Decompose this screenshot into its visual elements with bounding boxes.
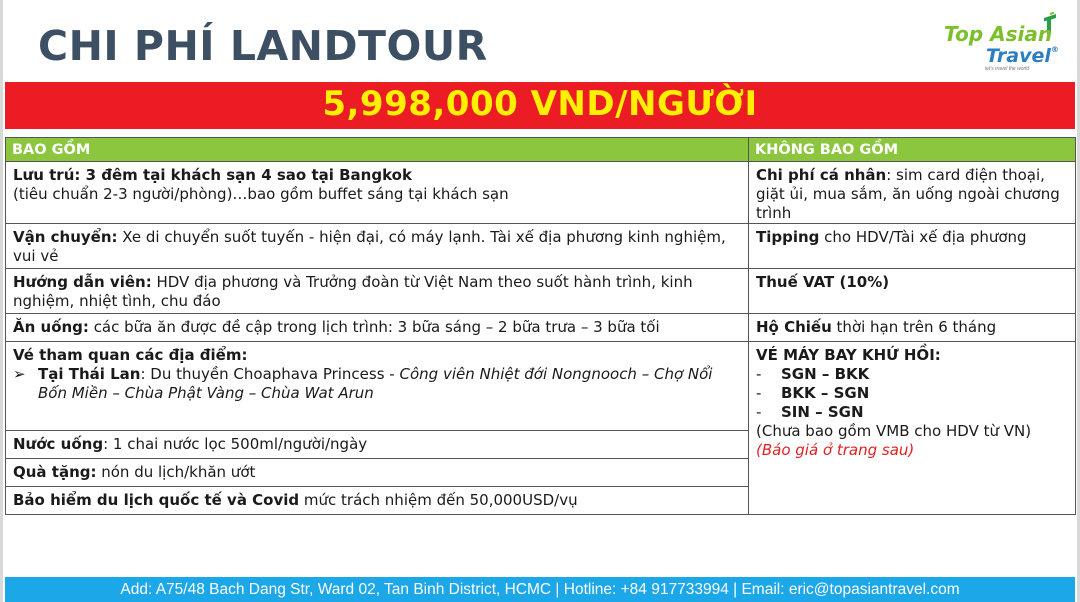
price-text: 5,998,000 VND/NGƯỜI (322, 84, 758, 124)
flight-route: - SIN – SGN (756, 403, 864, 421)
table-header-row (6, 138, 1076, 162)
flight-note: (Chưa bao gồm VMB cho HDV từ VN) (756, 422, 1032, 440)
flight-route: - SGN – BKK (756, 365, 870, 383)
included-stay: Lưu trú: 3 đêm tại khách sạn 4 sao tại Bangkok (tiêu chuẩn 2-3 người/phòng)…bao gồm buffet sáng tại khách sạn (6, 162, 749, 224)
flight-route: - BKK – SGN (756, 384, 870, 402)
arrow-bullet-icon: ➢ (13, 365, 26, 383)
included-guide: Hướng dẫn viên: HDV địa phương và Trưởng đoàn từ Việt Nam theo suốt hành trình, kinh nghiệm, nhiệt tình, chu đáo (6, 269, 749, 314)
tickets-bullet-item: ➢ Tại Thái Lan: Du thuyền Choaphava Princess - Công viên Nhiệt đới Nongnooch – Chợ Nổi Bốn Miền – Chùa Phật Vàng – Chùa Wat Arun (13, 365, 713, 402)
excluded-passport: Hộ Chiếu thời hạn trên 6 tháng (749, 314, 1076, 342)
table-row (6, 224, 1076, 269)
excluded-vat: Thuế VAT (10%) (749, 269, 1076, 314)
excluded-flights: VÉ MÁY BAY KHỨ HỒI: - SGN – BKK - BKK – SGN - SIN – SGN (Chưa bao gồm VMB cho HDV từ VN) (Báo giá ở trang sau) (749, 342, 1076, 515)
included-header: BAO GỒM (6, 138, 749, 162)
excluded-header: KHÔNG BAO GỒM (749, 138, 1076, 162)
logo-slogan: let's travel the world (985, 66, 1030, 72)
page-title: CHI PHÍ LANDTOUR (38, 22, 488, 70)
contact-footer: Add: A75/48 Bach Dang Str, Ward 02, Tan Binh District, HCMC | Hotline: +84 917733994 | Email: eric@topasiantravel.com (5, 577, 1075, 602)
included-meals: Ăn uống: các bữa ăn được đề cập trong lịch trình: 3 bữa sáng – 2 bữa trưa – 3 bữa tối (6, 314, 749, 342)
company-logo (940, 12, 1060, 74)
table-row (6, 269, 1076, 314)
tour-cost-table (5, 137, 1076, 515)
included-gift: Quà tặng: nón du lịch/khăn ướt (6, 459, 749, 487)
logo-line2: Travel® (986, 45, 1059, 67)
quote-note: (Báo giá ở trang sau) (756, 441, 915, 459)
table-row (6, 314, 1076, 342)
excluded-tipping: Tipping cho HDV/Tài xế địa phương (749, 224, 1076, 269)
price-banner (5, 82, 1075, 129)
table-row (6, 342, 1076, 431)
table-row (6, 162, 1076, 224)
logo-line1: Top Asian (944, 22, 1053, 46)
included-tickets: Vé tham quan các địa điểm: ➢ Tại Thái Lan: Du thuyền Choaphava Princess - Công viên Nhiệt đới Nongnooch – Chợ Nổi Bốn Miền – Chùa Phật Vàng – Chùa Wat Arun (6, 342, 749, 431)
included-transport: Vận chuyển: Xe di chuyển suốt tuyến - hiện đại, có máy lạnh. Tài xế địa phương kinh nghiệm, vui vẻ (6, 224, 749, 269)
included-water: Nước uống: 1 chai nước lọc 500ml/người/ngày (6, 431, 749, 459)
included-insurance: Bảo hiểm du lịch quốc tế và Covid mức trách nhiệm đến 50,000USD/vụ (6, 487, 749, 515)
excluded-personal: Chi phí cá nhân: sim card điện thoại, giặt ủi, mua sắm, ăn uống ngoài chương trình (749, 162, 1076, 224)
